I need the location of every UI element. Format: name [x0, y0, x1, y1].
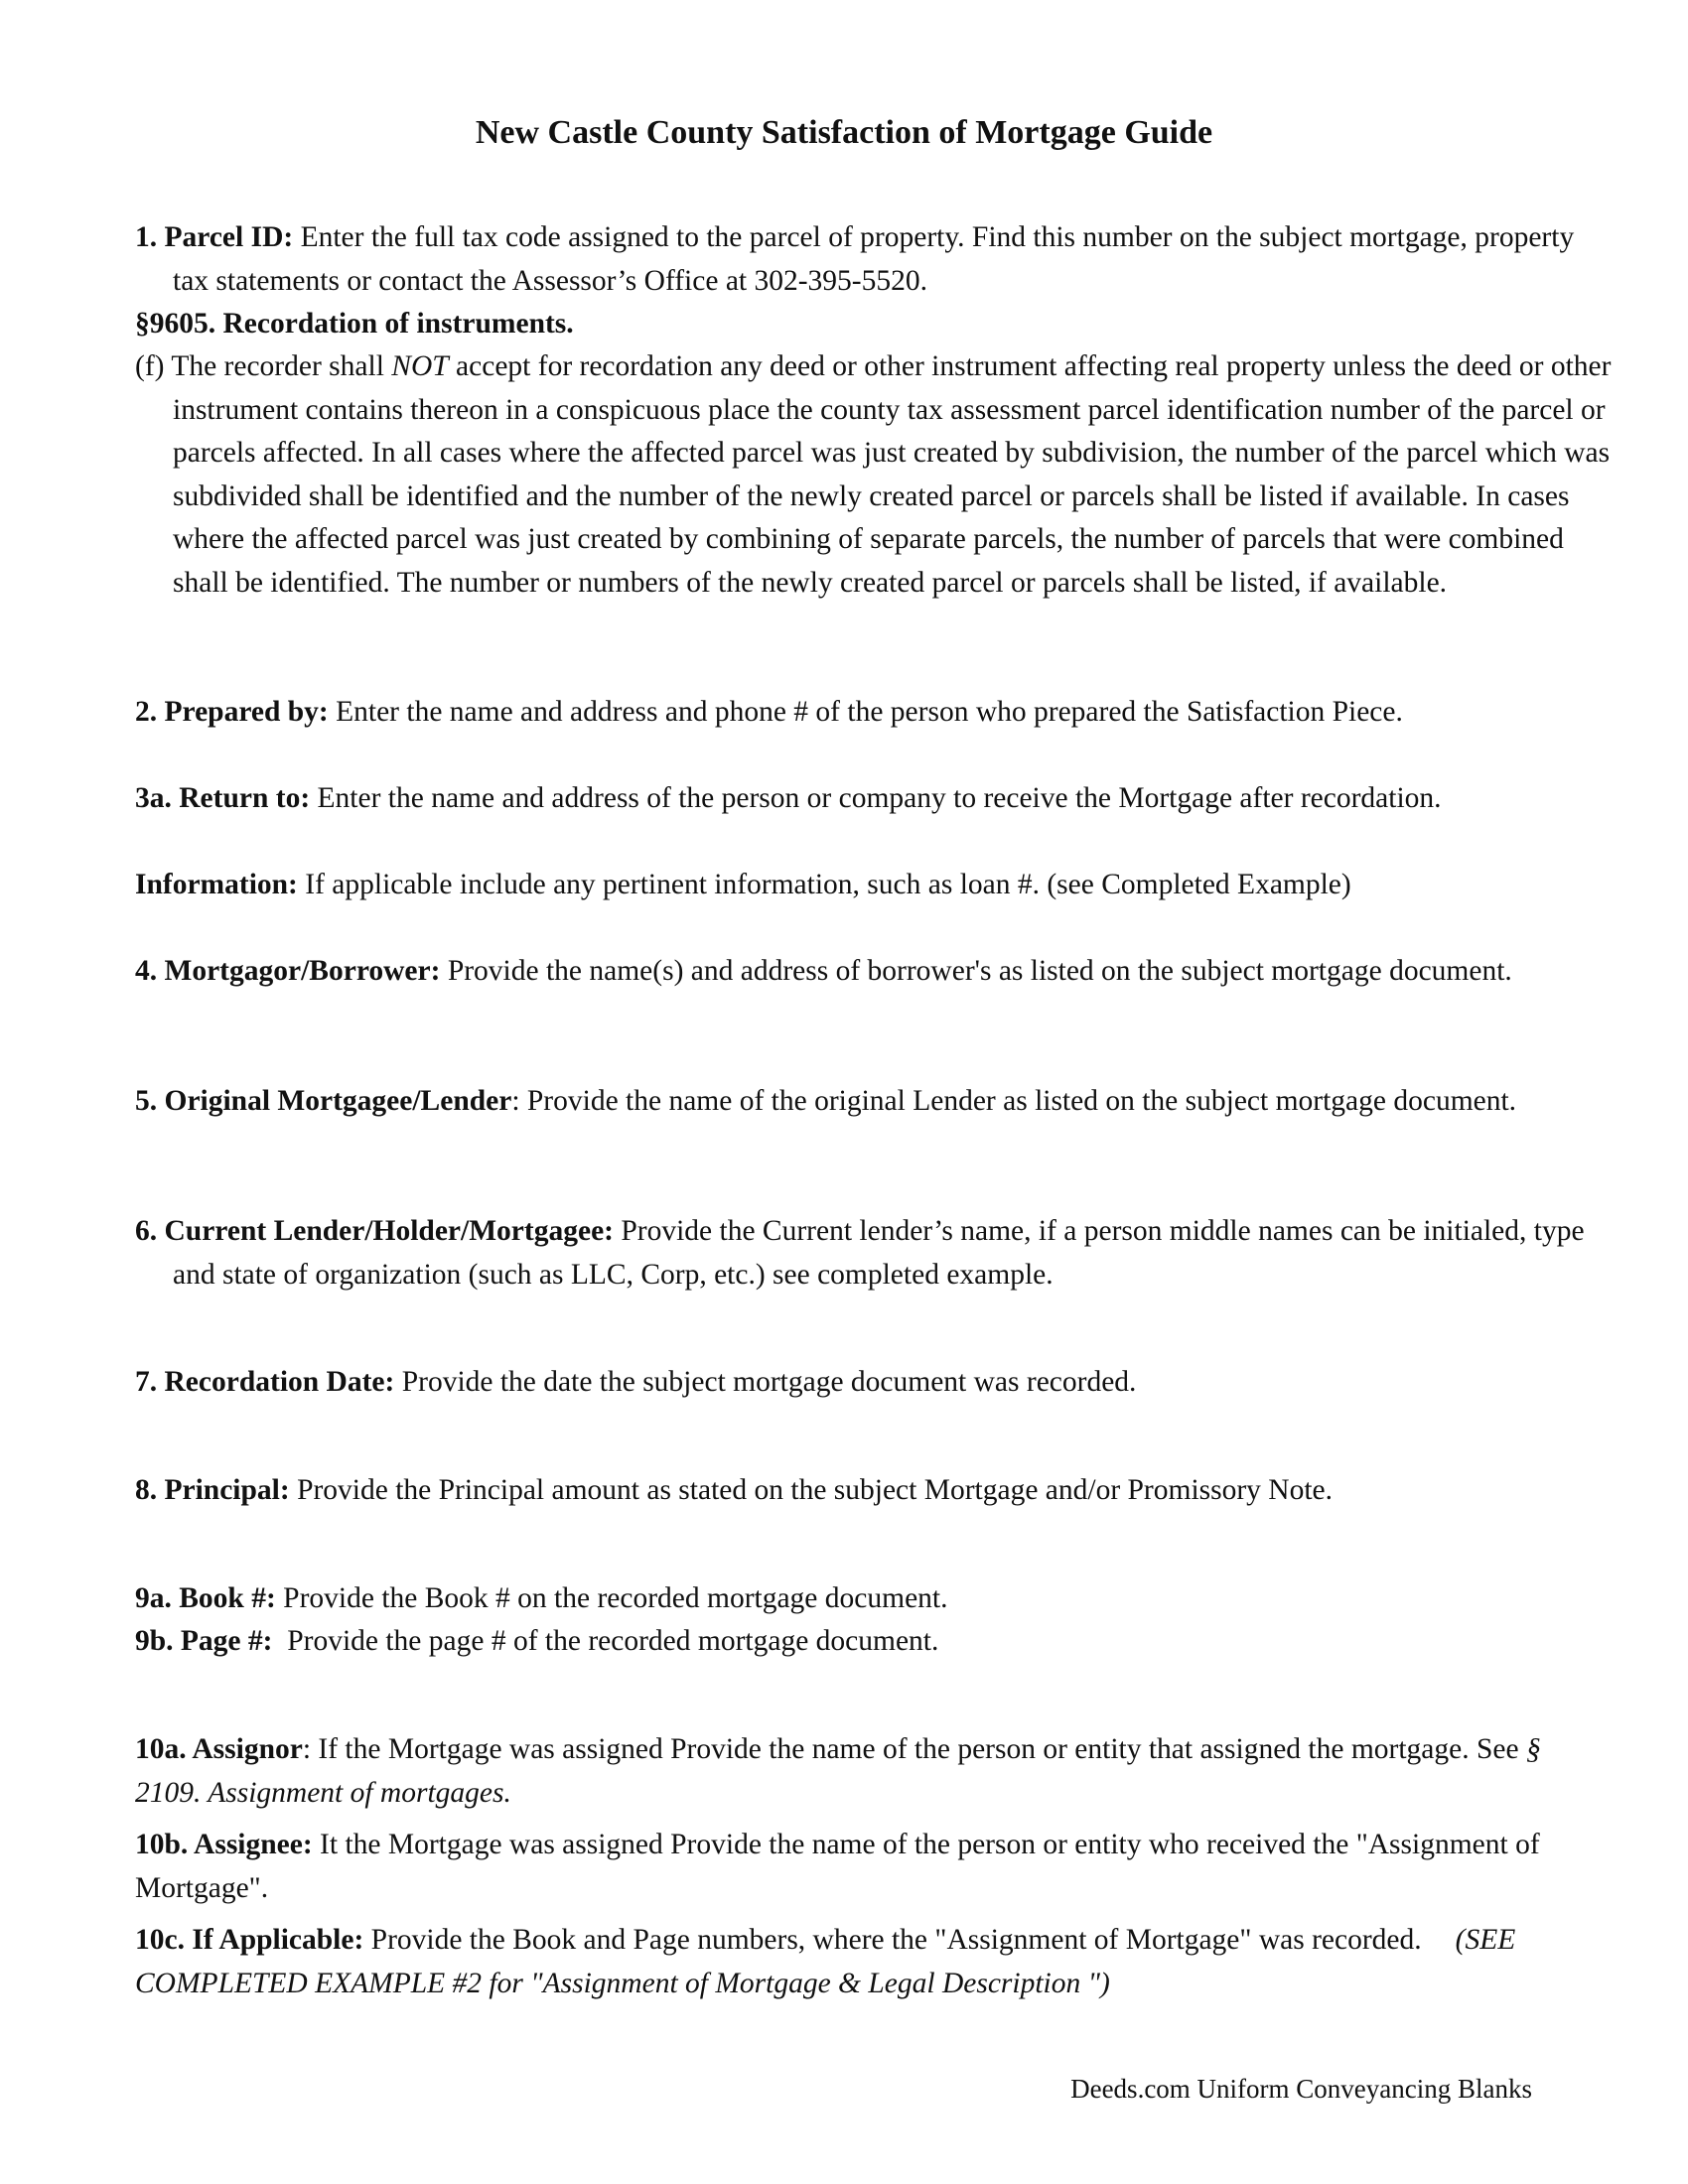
section-text: Provide the date the subject mortgage document was recorded.: [394, 1366, 1137, 1398]
section-current-lender: [135, 1210, 1613, 1297]
statute-prefix: (f) The recorder shall: [135, 350, 392, 382]
section-information: [135, 864, 1575, 907]
statute-heading: [135, 303, 1575, 346]
section-prepared-by: [135, 691, 1613, 735]
section-label: 10c. If Applicable:: [135, 1924, 364, 1956]
section-text: Provide the Current lender’s name, if a person middle names can be initialed, type and state of organization (such as LLC, Corp, etc.) see completed example.: [173, 1215, 1585, 1291]
section-label: 9b. Page #:: [135, 1625, 273, 1657]
footer-text: Deeds.com Uniform Conveyancing Blanks: [1070, 2074, 1532, 2104]
section-label: 3a. Return to:: [135, 782, 311, 814]
section-text: Provide the Book # on the recorded mortgage document.: [275, 1582, 948, 1614]
section-recordation-date: [135, 1361, 1613, 1405]
statute-heading-text: §9605. Recordation of instruments.: [135, 308, 574, 340]
section-text: : If the Mortgage was assigned Provide the name of the person or entity that assigned the mortgage. See: [302, 1733, 1526, 1765]
example-note: (SEE COMPLETED EXAMPLE #2 for "Assignment of Mortgage & Legal Description "): [135, 1924, 1516, 1999]
statute-emphasis: NOT: [391, 350, 449, 382]
page-title: New Castle County Satisfaction of Mortgage Guide: [475, 114, 1213, 151]
section-text: Enter the name and address of the person or company to receive the Mortgage after recordation.: [310, 782, 1442, 814]
section-label: 9a. Book #:: [135, 1582, 276, 1614]
section-return-to: [135, 777, 1613, 821]
section-mortgagor: [135, 950, 1613, 994]
section-if-applicable: [135, 1919, 1575, 2005]
section-text: Provide the Book and Page numbers, where the "Assignment of Mortgage" was recorded.: [363, 1924, 1422, 1956]
section-parcel-id: [135, 216, 1613, 303]
section-label: 10a. Assignor: [135, 1733, 303, 1765]
section-label: 7. Recordation Date:: [135, 1366, 395, 1398]
section-text: Provide the page # of the recorded mortgage document.: [272, 1625, 939, 1657]
section-text: Provide the Principal amount as stated on the subject Mortgage and/or Promissory Note.: [289, 1474, 1334, 1506]
section-label: 10b. Assignee:: [135, 1829, 313, 1860]
section-text: : Provide the name of the original Lender as listed on the subject mortgage document.: [511, 1085, 1517, 1117]
section-original-lender: [135, 1080, 1613, 1124]
section-label: 4. Mortgagor/Borrower:: [135, 955, 441, 987]
section-assignee: [135, 1824, 1575, 1910]
statute-paragraph: [135, 345, 1613, 605]
statute-text: accept for recordation any deed or other instrument affecting real property unless the deed or other instrument contains thereon in a conspicuous place the county tax assessment parcel identification number of the parcel or parcels affected. In all cases where the affected parcel was just created by subdivision, the number of the parcel which was subdivided shall be identified and the number of the newly created parcel or parcels shall be listed if available. In cases where the affected parcel was just created by combining of separate parcels, the number of parcels that were combined shall be identified. The number or numbers of the newly created parcel or parcels shall be listed, if available.: [173, 350, 1612, 599]
section-text: It the Mortgage was assigned Provide the name of the person or entity who received the "Assignment of Mortgage".: [135, 1829, 1540, 1904]
section-label: Information:: [135, 869, 298, 900]
section-label: 2. Prepared by:: [135, 696, 329, 728]
section-label: 5. Original Mortgagee/Lender: [135, 1085, 512, 1117]
statute-reference: § 2109. Assignment of mortgages.: [135, 1733, 1541, 1809]
section-assignor: [135, 1728, 1575, 1815]
section-text: Enter the name and address and phone # of the person who prepared the Satisfaction Piece.: [328, 696, 1403, 728]
section-page-number: [135, 1620, 1575, 1664]
section-text: If applicable include any pertinent information, such as loan #. (see Completed Example): [297, 869, 1351, 900]
section-principal: [135, 1469, 1613, 1513]
section-label: 6. Current Lender/Holder/Mortgagee:: [135, 1215, 614, 1247]
section-text: Provide the name(s) and address of borrower's as listed on the subject mortgage document.: [440, 955, 1512, 987]
section-label: 8. Principal:: [135, 1474, 290, 1506]
section-book-number: [135, 1577, 1575, 1621]
section-label: 1. Parcel ID:: [135, 221, 294, 253]
section-text: Enter the full tax code assigned to the parcel of property. Find this number on the subject mortgage, property tax statements or contact the Assessor’s Office at 302-395-5520.: [173, 221, 1575, 297]
